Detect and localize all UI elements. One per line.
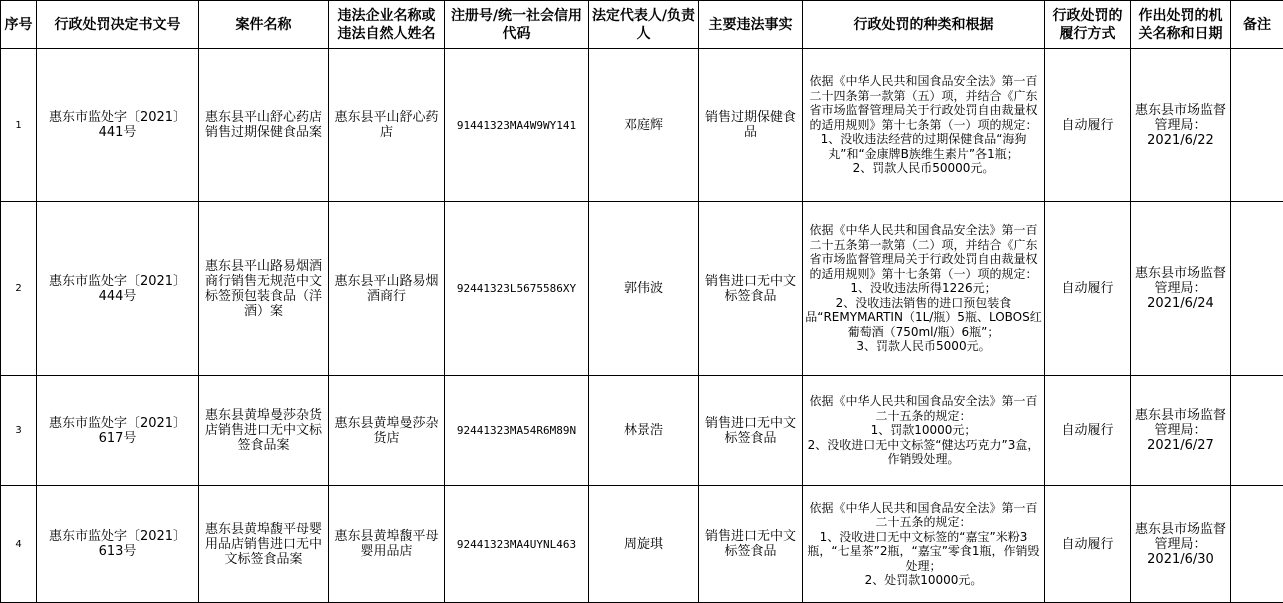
basis-line: 3、罚款人民币5000元。	[804, 339, 1043, 354]
cell-case-name: 惠东县平山舒心药店销售过期保健食品案	[199, 49, 329, 202]
cell-authority: 惠东县市场监督管理局：2021/6/22	[1131, 49, 1231, 202]
cell-rep: 林景浩	[589, 376, 699, 486]
cell-authority: 惠东县市场监督管理局：2021/6/30	[1131, 486, 1231, 603]
basis-line: 2、没收违法销售的进口预包装食品“REMYMARTIN（1L/瓶）5瓶、LOBOS红葡萄酒（750ml/瓶）6瓶”；	[804, 296, 1043, 340]
cell-exec: 自动履行	[1045, 376, 1131, 486]
cell-basis	[803, 486, 1045, 603]
cell-exec: 自动履行	[1045, 202, 1131, 376]
cell-remark	[1231, 376, 1283, 486]
table-row	[1, 376, 1283, 486]
basis-line: 1、没收违法所得1226元；	[804, 281, 1043, 296]
cell-party: 惠东县黄埠曼莎杂货店	[329, 376, 445, 486]
cell-seq: 1	[1, 49, 37, 202]
basis-line: 依据《中华人民共和国食品安全法》第一百二十五条的规定：	[804, 394, 1043, 423]
table-row	[1, 202, 1283, 376]
header-remark: 备注	[1231, 1, 1283, 49]
cell-case-name: 惠东县平山路易烟酒商行销售无规范中文标签预包装食品（洋酒）案	[199, 202, 329, 376]
cell-reg-no: 92441323MA54R6M89N	[445, 376, 589, 486]
basis-line: 2、没收进口无中文标签“健达巧克力”3盒，作销毁处理。	[804, 438, 1043, 467]
cell-reg-no: 92441323MA4UYNL463	[445, 486, 589, 603]
basis-line: 1、罚款10000元；	[804, 423, 1043, 438]
header-doc-no: 行政处罚决定书文号	[37, 1, 199, 49]
header-case-name: 案件名称	[199, 1, 329, 49]
basis-line: 1、没收进口无中文标签的“嘉宝”米粉3瓶，“七星茶”2瓶，“嘉宝”零食1瓶，作销毁处理；	[804, 530, 1043, 574]
cell-doc-no: 惠东市监处字〔2021〕441号	[37, 49, 199, 202]
cell-remark	[1231, 49, 1283, 202]
cell-fact: 销售过期保健食品	[699, 49, 803, 202]
cell-reg-no: 91441323MA4W9WY141	[445, 49, 589, 202]
basis-line: 依据《中华人民共和国食品安全法》第一百二十五条第一款第（二）项，并结合《广东省市场监督管理局关于行政处罚自由裁量权的适用规则》第十七条第（一）项的规定：	[804, 223, 1043, 281]
header-party: 违法企业名称或违法自然人姓名	[329, 1, 445, 49]
cell-reg-no: 92441323L5675586XY	[445, 202, 589, 376]
header-rep: 法定代表人/负责人	[589, 1, 699, 49]
cell-case-name: 惠东县黄埠馥平母婴用品店销售进口无中文标签食品案	[199, 486, 329, 603]
cell-exec: 自动履行	[1045, 49, 1131, 202]
cell-doc-no: 惠东市监处字〔2021〕444号	[37, 202, 199, 376]
cell-rep: 邓庭辉	[589, 49, 699, 202]
cell-doc-no: 惠东市监处字〔2021〕617号	[37, 376, 199, 486]
cell-party: 惠东县平山舒心药店	[329, 49, 445, 202]
header-exec: 行政处罚的履行方式	[1045, 1, 1131, 49]
cell-rep: 周旋琪	[589, 486, 699, 603]
basis-line: 2、处罚款10000元。	[804, 573, 1043, 588]
cell-party: 惠东县平山路易烟酒商行	[329, 202, 445, 376]
basis-line: 依据《中华人民共和国食品安全法》第一百二十五条的规定：	[804, 501, 1043, 530]
cell-fact: 销售进口无中文标签食品	[699, 486, 803, 603]
cell-authority: 惠东县市场监督管理局：2021/6/27	[1131, 376, 1231, 486]
cell-case-name: 惠东县黄埠曼莎杂货店销售进口无中文标签食品案	[199, 376, 329, 486]
header-basis: 行政处罚的种类和根据	[803, 1, 1045, 49]
cell-basis	[803, 202, 1045, 376]
header-reg-no: 注册号/统一社会信用代码	[445, 1, 589, 49]
basis-line: 2、罚款人民币50000元。	[804, 161, 1043, 176]
cell-authority: 惠东县市场监督管理局：2021/6/24	[1131, 202, 1231, 376]
cell-basis	[803, 376, 1045, 486]
cell-seq: 2	[1, 202, 37, 376]
cell-exec: 自动履行	[1045, 486, 1131, 603]
header-authority: 作出处罚的机关名称和日期	[1131, 1, 1231, 49]
table-row	[1, 486, 1283, 603]
table-row	[1, 49, 1283, 202]
cell-remark	[1231, 202, 1283, 376]
header-row	[1, 1, 1283, 49]
cell-fact: 销售进口无中文标签食品	[699, 376, 803, 486]
basis-line: 依据《中华人民共和国食品安全法》第一百二十四条第一款第（五）项，并结合《广东省市场监督管理局关于行政处罚自由裁量权的适用规则》第十七条第（一）项的规定：1、没收违法经营的过期保健食品“海狗丸”和“金康牌B族维生素片”各1瓶；	[804, 74, 1043, 161]
cell-party: 惠东县黄埠馥平母婴用品店	[329, 486, 445, 603]
cell-seq: 3	[1, 376, 37, 486]
cell-seq: 4	[1, 486, 37, 603]
cell-remark	[1231, 486, 1283, 603]
header-seq: 序号	[1, 1, 37, 49]
cell-doc-no: 惠东市监处字〔2021〕613号	[37, 486, 199, 603]
header-fact: 主要违法事实	[699, 1, 803, 49]
cell-basis	[803, 49, 1045, 202]
cell-rep: 郭伟波	[589, 202, 699, 376]
cell-fact: 销售进口无中文标签食品	[699, 202, 803, 376]
